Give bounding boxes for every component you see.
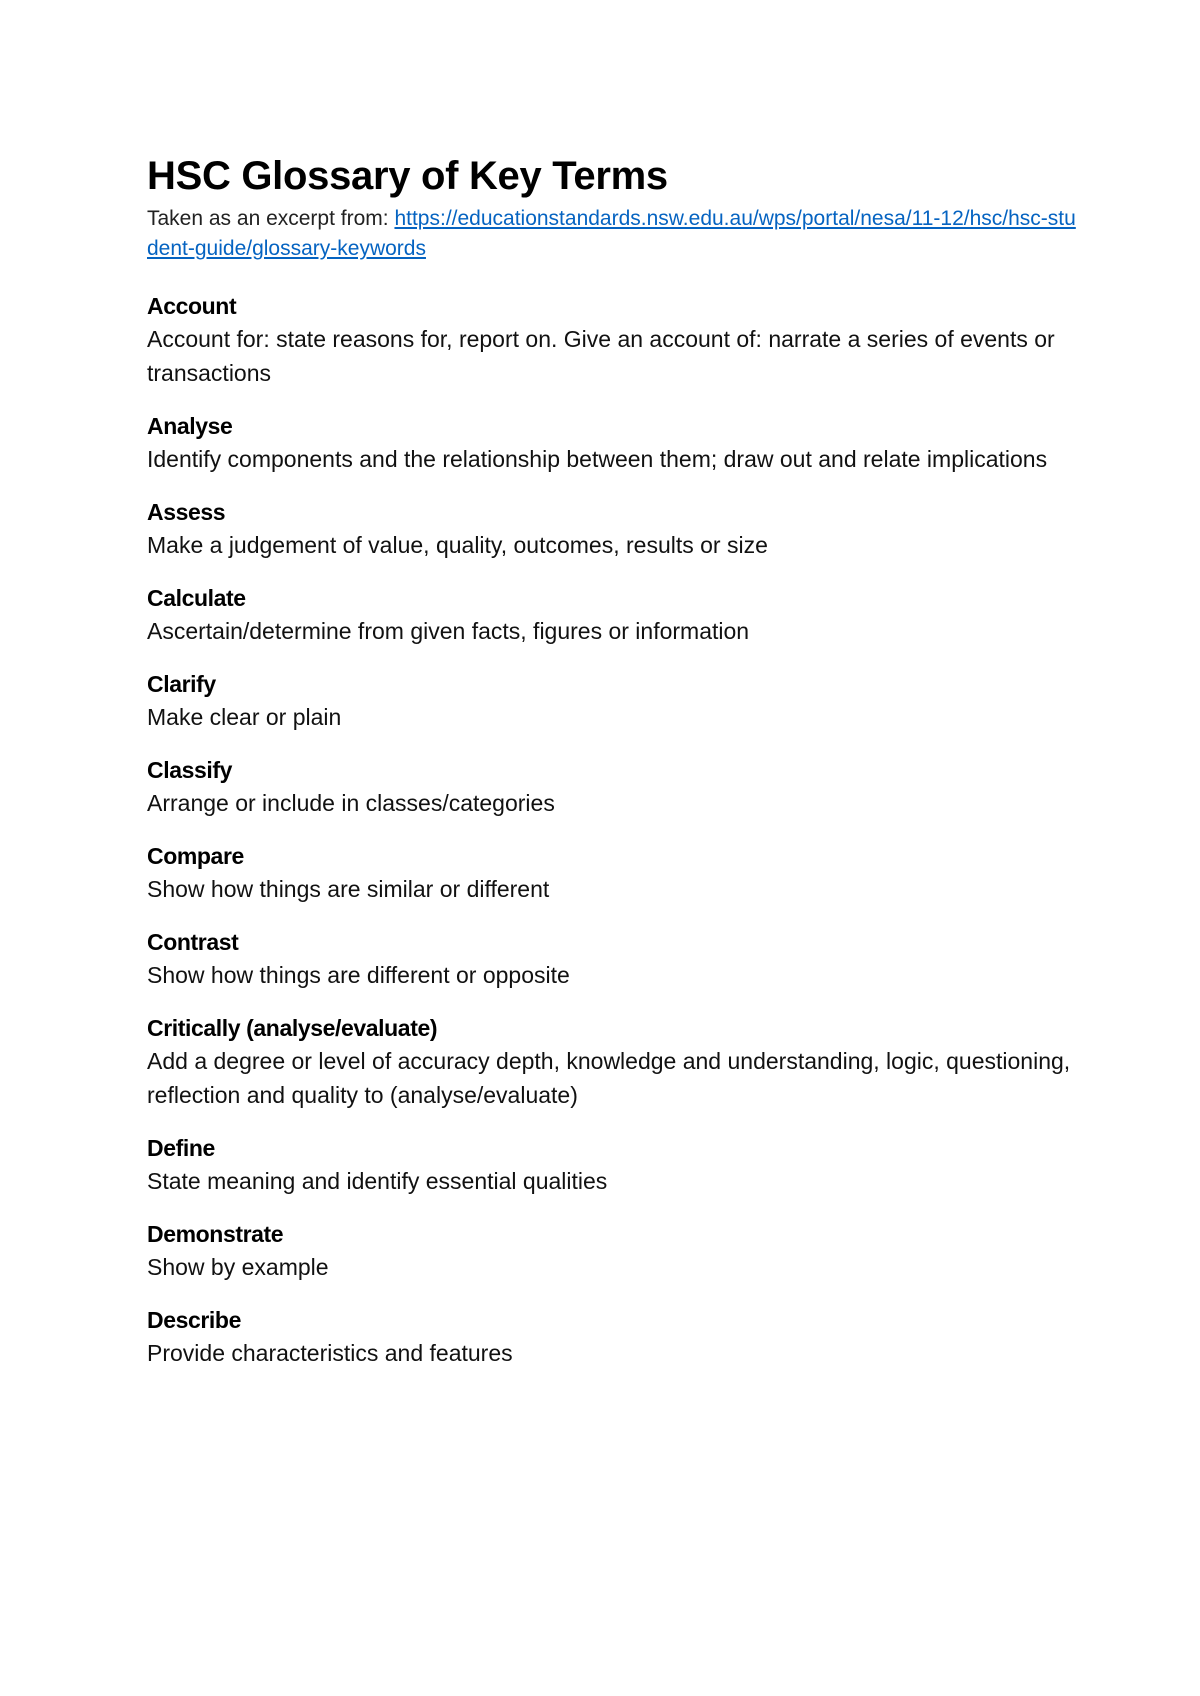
term-definition: Show how things are similar or different <box>147 876 550 902</box>
document-page <box>147 150 1077 1390</box>
term-name: Contrast <box>147 929 239 955</box>
term-definition: Arrange or include in classes/categories <box>147 790 555 816</box>
term-definition: Account for: state reasons for, report on. Give an account of: narrate a series of events or transactions <box>147 326 1055 386</box>
glossary-entry-define <box>147 1132 1077 1198</box>
term-definition: Show how things are different or opposite <box>147 962 570 988</box>
glossary-entry-account <box>147 290 1077 390</box>
glossary-entry-clarify <box>147 668 1077 734</box>
glossary-entry-demonstrate <box>147 1218 1077 1284</box>
term-name: Demonstrate <box>147 1221 284 1247</box>
term-name: Critically (analyse/evaluate) <box>147 1015 438 1041</box>
term-name: Define <box>147 1135 215 1161</box>
term-name: Analyse <box>147 413 233 439</box>
term-definition: Identify components and the relationship between them; draw out and relate implications <box>147 446 1048 472</box>
term-name: Compare <box>147 843 244 869</box>
term-name: Clarify <box>147 671 216 697</box>
term-name: Describe <box>147 1307 241 1333</box>
source-prefix: Taken as an excerpt from: <box>147 207 395 230</box>
source-line <box>147 204 1077 264</box>
term-definition: State meaning and identify essential qualities <box>147 1168 608 1194</box>
glossary-entry-analyse <box>147 410 1077 476</box>
term-definition: Show by example <box>147 1254 329 1280</box>
glossary-entry-calculate <box>147 582 1077 648</box>
glossary-entry-compare <box>147 840 1077 906</box>
term-name: Calculate <box>147 585 246 611</box>
glossary-entry-critically <box>147 1012 1077 1112</box>
term-name: Assess <box>147 499 226 525</box>
term-definition: Ascertain/determine from given facts, figures or information <box>147 618 750 644</box>
glossary-entry-classify <box>147 754 1077 820</box>
source-link[interactable]: https://educationstandards.nsw.edu.au/wps/portal/nesa/11-12/hsc/hsc-student-guide/glossary-keywords <box>147 207 1076 260</box>
term-definition: Make a judgement of value, quality, outcomes, results or size <box>147 532 768 558</box>
glossary-entry-assess <box>147 496 1077 562</box>
term-name: Account <box>147 293 237 319</box>
glossary-entry-contrast <box>147 926 1077 992</box>
term-definition: Add a degree or level of accuracy depth, knowledge and understanding, logic, questioning, reflection and quality to (analyse/evaluate) <box>147 1048 1071 1108</box>
glossary-list <box>147 290 1077 1370</box>
glossary-entry-describe <box>147 1304 1077 1370</box>
term-definition: Provide characteristics and features <box>147 1340 513 1366</box>
term-name: Classify <box>147 757 233 783</box>
page-title: HSC Glossary of Key Terms <box>147 154 668 198</box>
term-definition: Make clear or plain <box>147 704 342 730</box>
